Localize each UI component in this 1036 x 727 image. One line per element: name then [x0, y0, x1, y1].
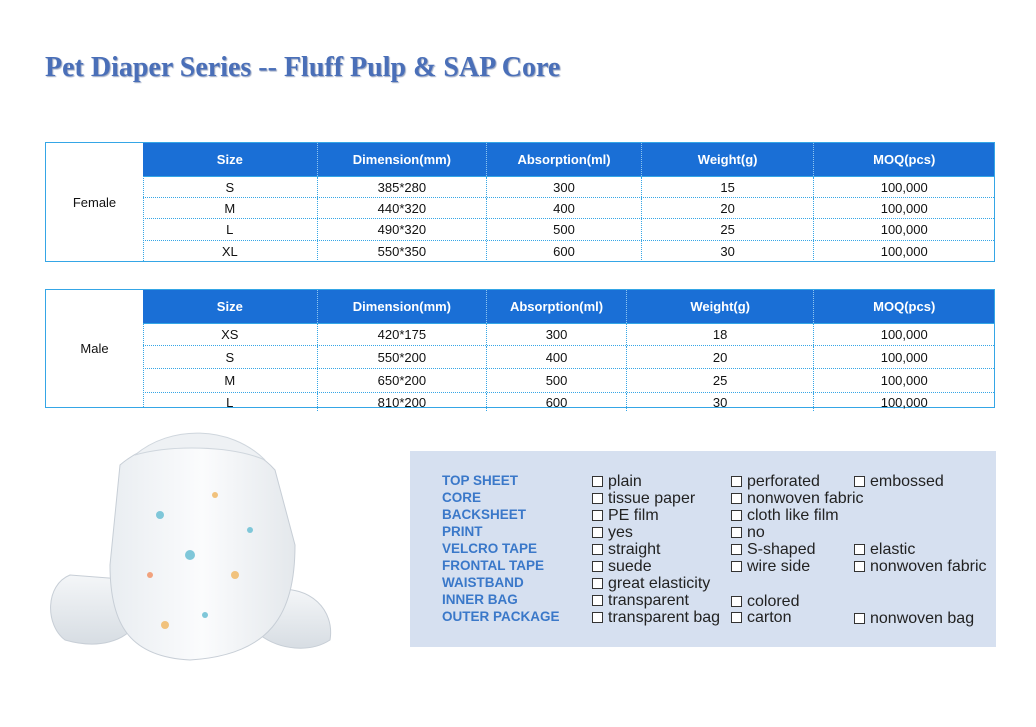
table-cell: 500	[487, 219, 642, 240]
table-cell: 490*320	[318, 219, 488, 240]
checkbox-icon[interactable]	[592, 578, 603, 589]
table-cell: M	[143, 369, 318, 392]
male-size-table	[45, 289, 995, 408]
checkbox-icon[interactable]	[731, 596, 742, 607]
spec-label: CORE	[442, 490, 482, 505]
table-cell: 30	[627, 393, 815, 411]
checkbox-icon[interactable]	[731, 527, 742, 538]
spec-label: OUTER PACKAGE	[442, 609, 560, 624]
table-header	[143, 143, 994, 177]
spec-option[interactable]	[592, 575, 710, 593]
spec-option[interactable]	[854, 541, 915, 559]
spec-option[interactable]	[731, 609, 791, 627]
spec-option[interactable]	[731, 507, 839, 525]
spec-option[interactable]	[731, 541, 816, 559]
table-cell: L	[143, 219, 318, 240]
table-cell: 25	[627, 369, 815, 392]
spec-option-label: S-shaped	[747, 541, 816, 558]
table-cell: 100,000	[880, 222, 928, 237]
spec-option[interactable]	[592, 524, 633, 542]
spec-option-label: transparent	[608, 592, 689, 609]
spec-option-label: wire side	[747, 558, 811, 575]
table-cell: 100,000	[880, 394, 928, 410]
female-grid	[143, 143, 994, 261]
checkbox-icon[interactable]	[854, 544, 865, 555]
table-row	[143, 177, 994, 198]
table-cell: 550*200	[318, 346, 488, 368]
spec-option[interactable]	[592, 507, 659, 525]
table-cell: 810*200	[318, 393, 488, 411]
checkbox-icon[interactable]	[731, 493, 742, 504]
spec-option[interactable]	[592, 592, 689, 610]
spec-option-label: PE film	[608, 507, 659, 524]
spec-option-label: great elasticity	[608, 575, 711, 592]
spec-option-label: colored	[747, 593, 800, 610]
column-header: Weight(g)	[627, 290, 815, 323]
spec-option[interactable]	[592, 541, 660, 559]
female-label: Female	[46, 143, 144, 261]
table-row	[143, 346, 994, 369]
table-cell: 25	[642, 219, 815, 240]
column-header: MOQ(pcs)	[873, 152, 936, 167]
table-cell: 100,000	[880, 373, 928, 388]
table-cell: L	[143, 393, 318, 411]
spec-option-label: transparent bag	[608, 609, 721, 626]
spec-option[interactable]	[731, 558, 810, 576]
table-cell: 500	[487, 369, 627, 392]
table-cell: 15	[642, 177, 815, 197]
table-row	[143, 241, 994, 262]
checkbox-icon[interactable]	[854, 613, 865, 624]
spec-option[interactable]	[854, 473, 944, 491]
spec-option[interactable]	[731, 490, 864, 508]
table-cell: S	[143, 177, 318, 197]
table-row	[143, 219, 994, 241]
table-cell: 550*350	[318, 241, 488, 262]
page-title: Pet Diaper Series -- Fluff Pulp & SAP Core	[45, 52, 561, 83]
column-header: Absorption(ml)	[487, 290, 627, 323]
spec-option-label: suede	[608, 558, 652, 575]
checkbox-icon[interactable]	[592, 595, 603, 606]
spec-option[interactable]	[854, 558, 987, 576]
checkbox-icon[interactable]	[731, 612, 742, 623]
table-cell: 100,000	[880, 349, 928, 365]
table-cell: 385*280	[318, 177, 488, 197]
checkbox-icon[interactable]	[731, 544, 742, 555]
table-cell: 30	[642, 241, 815, 262]
female-size-table	[45, 142, 995, 262]
spec-option-label: cloth like film	[747, 507, 839, 524]
column-header: Weight(g)	[642, 143, 815, 176]
spec-label: VELCRO TAPE	[442, 541, 538, 556]
table-cell: 650*200	[318, 369, 488, 392]
column-header: Absorption(ml)	[487, 143, 642, 176]
table-cell: 300	[487, 177, 642, 197]
column-header: Dimension(mm)	[318, 290, 488, 323]
checkbox-icon[interactable]	[592, 493, 603, 504]
table-cell: XL	[143, 241, 318, 262]
table-cell: 600	[487, 241, 642, 262]
spec-label: WAISTBAND	[442, 575, 524, 590]
spec-options-panel	[410, 451, 996, 647]
table-cell: 440*320	[318, 198, 488, 218]
table-cell: 20	[642, 198, 815, 218]
table-cell: 20	[627, 346, 815, 368]
spec-option[interactable]	[592, 490, 695, 508]
spec-option-label: nonwoven bag	[870, 610, 975, 627]
table-cell: 100,000	[880, 327, 928, 342]
table-row	[143, 393, 994, 411]
male-label: Male	[46, 290, 144, 407]
table-cell: 420*175	[318, 324, 488, 345]
checkbox-icon[interactable]	[592, 544, 603, 555]
table-cell: 300	[487, 324, 627, 345]
spec-label: FRONTAL TAPE	[442, 558, 544, 573]
spec-option-label: elastic	[870, 541, 916, 558]
column-header: MOQ(pcs)	[873, 299, 936, 314]
checkbox-icon[interactable]	[592, 612, 603, 623]
checkbox-icon[interactable]	[592, 561, 603, 572]
table-cell: 600	[487, 393, 627, 411]
table-cell: 400	[487, 346, 627, 368]
checkbox-icon[interactable]	[731, 476, 742, 487]
spec-option-label: plain	[608, 473, 642, 490]
table-row	[143, 324, 994, 346]
spec-option[interactable]	[731, 473, 820, 491]
spec-option[interactable]	[854, 610, 974, 628]
table-row	[143, 198, 994, 219]
checkbox-icon[interactable]	[731, 561, 742, 572]
spec-option[interactable]	[731, 524, 765, 542]
table-cell: 100,000	[880, 179, 928, 195]
spec-option-label: nonwoven fabric	[747, 490, 864, 507]
spec-option[interactable]	[592, 473, 642, 491]
spec-option[interactable]	[592, 609, 720, 627]
spec-label: TOP SHEET	[442, 473, 519, 488]
pet-diaper-image	[40, 425, 340, 665]
checkbox-icon[interactable]	[592, 510, 603, 521]
spec-label: BACKSHEET	[442, 507, 527, 522]
spec-option-label: perforated	[747, 473, 820, 490]
checkbox-icon[interactable]	[592, 527, 603, 538]
table-row	[143, 369, 994, 393]
checkbox-icon[interactable]	[854, 561, 865, 572]
column-header: Size	[143, 290, 318, 323]
spec-option-label: no	[747, 524, 765, 541]
male-grid	[143, 290, 994, 410]
spec-label: INNER BAG	[442, 592, 518, 607]
table-cell: 400	[487, 198, 642, 218]
column-header: Size	[143, 143, 318, 176]
spec-option-label: straight	[608, 541, 661, 558]
table-cell: 100,000	[880, 244, 928, 259]
spec-option-label: nonwoven fabric	[870, 558, 987, 575]
table-cell: 100,000	[880, 200, 928, 216]
table-cell: XS	[143, 324, 318, 345]
spec-label: PRINT	[442, 524, 483, 539]
table-cell: S	[143, 346, 318, 368]
spec-option-label: carton	[747, 609, 792, 626]
spec-option-label: yes	[608, 524, 633, 541]
table-cell: 18	[627, 324, 815, 345]
checkbox-icon[interactable]	[592, 476, 603, 487]
spec-option-label: embossed	[870, 473, 944, 490]
spec-option[interactable]	[592, 558, 652, 576]
checkbox-icon[interactable]	[854, 476, 865, 487]
spec-option-label: tissue paper	[608, 490, 696, 507]
table-cell: M	[143, 198, 318, 218]
checkbox-icon[interactable]	[731, 510, 742, 521]
column-header: Dimension(mm)	[318, 143, 488, 176]
table-header	[143, 290, 994, 324]
